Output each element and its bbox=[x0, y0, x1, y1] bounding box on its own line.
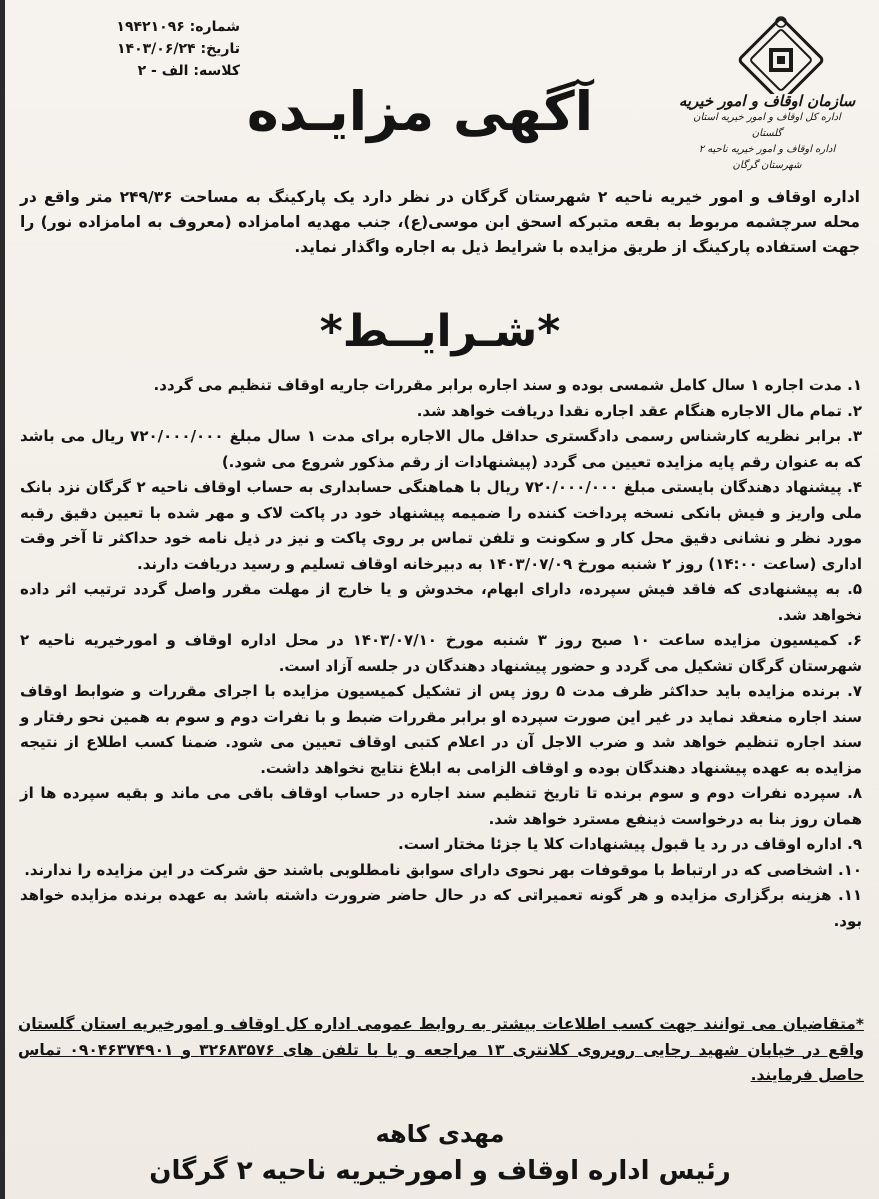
list-item: ۸. سپرده نفرات دوم و سوم برنده تا تاریخ تنظیم سند اجاره در حساب اوقاف باقی می ماند و بقیه سپرده ها از همان روز بنا به درخواست ذینفع مسترد خواهد شد. bbox=[20, 784, 862, 828]
left-border bbox=[0, 0, 5, 1199]
list-item: ۲. تمام مال الاجاره هنگام عقد اجاره نقدا دریافت خواهد شد. bbox=[416, 401, 862, 420]
list-item: ۱. مدت اجاره ۱ سال کامل شمسی بوده و سند اجاره برابر مقررات جاریه اوقاف تنظیم می گردد. bbox=[153, 376, 862, 394]
organization-name: سازمان اوقاف و امور خیریه bbox=[678, 92, 856, 110]
signatory-name: مهدی کاهه bbox=[375, 1120, 505, 1148]
list-item: ۱۱. هزینه برگزاری مزایده و هر گونه تعمیراتی که در حال حاضر ضرورت داشته باشد به عهده برنده مزایده خواهد بود. bbox=[20, 886, 862, 930]
list-item: ۶. کمیسیون مزایده ساعت ۱۰ صبح روز ۳ شنبه مورخ ۱۴۰۳/۰۷/۱۰ در محل اداره اوقاف و امورخیریه ناحیه ۲ شهرستان گرگان تشکیل می گردد و حضور پیشنهاد دهندگان در جلسه آزاد است. bbox=[20, 631, 862, 675]
reference-number: شماره: ۱۹۴۲۱۰۹۶ bbox=[116, 19, 240, 35]
reference-class: کلاسه: الف - ۲ bbox=[137, 63, 240, 79]
organization-sub2: اداره اوقاف و امور خیریه ناحیه ۲ شهرستان گرگان bbox=[698, 144, 836, 171]
list-item: ۱۰. اشخاصی که در ارتباط با موقوفات بهر نحوی دارای سوابق نامطلوبی باشند حق شرکت در این مزایده را ندارند. bbox=[24, 860, 862, 879]
intro-paragraph: اداره اوقاف و امور خیریه ناحیه ۲ شهرستان گرگان در نظر دارد یک پارکینگ به مساحت ۲۴۹/۳۶ متر واقع در محله سرچشمه مربوط به بقعه متبرکه اسحق ابن موسی(ع)، جنب مهدیه امامزاده (معروف به امامزاده نور) را جهت استفاده پارکینگ از طریق مزایده با شرایط ذیل به اجاره واگذار نماید. bbox=[20, 188, 860, 256]
contact-paragraph: *متقاضیان می توانند جهت کسب اطلاعات بیشتر به روابط عمومی اداره کل اوقاف و امورخیریه استان گلستان واقع در خیابان شهید رجایی روبروی کلانتری ۱۳ مراجعه و یا با تلفن های ۳۲۶۸۳۵۷۶ و ۰۹۰۴۶۳۷۴۹۰۱ تماس حاصل فرمایند. bbox=[18, 1015, 864, 1084]
conditions-list bbox=[20, 373, 862, 934]
list-item: ۴. پیشنهاد دهندگان بایستی مبلغ ۷۲۰/۰۰۰/۰۰۰ ریال با هماهنگی حسابداری به حساب اوقاف ناحیه ۲ گرگان نزد بانک ملی واریز و فیش بانکی نسخه پرداخت کننده را ضمیمه پیشنهاد خود در پاکت لاک و مهر شده با تعیین دقیق رقبه مورد نظر و نشانی دقیق محل کار و سکونت و تلفن تماس بر روی پاکت و نیز در ذیل نامه خود حداکثر تا آخر وقت اداری (ساعت ۱۴:۰۰) روز ۲ شنبه مورخ ۱۴۰۳/۰۷/۰۹ به دبیرخانه اوقاف تسلیم و رسید دریافت دارند. bbox=[20, 478, 863, 573]
conditions-heading: *شـرایــط* bbox=[319, 306, 561, 357]
organization-block bbox=[677, 92, 857, 174]
signatory-title: رئیس اداره اوقاف و امورخیریه ناحیه ۲ گرگان bbox=[149, 1156, 731, 1186]
list-item: ۵. به پیشنهادی که فاقد فیش سپرده، دارای ابهام، مخدوش و یا خارج از مهلت مقرر واصل گردد ترتیب اثر داده نخواهد شد. bbox=[20, 580, 862, 624]
list-item: ۳. برابر نظریه کارشناس رسمی دادگستری حداقل مال الاجاره برای مدت ۱ سال مبلغ ۷۲۰/۰۰۰/۰۰۰ ریال می باشد که به عنوان رقم پایه مزایده تعیین می گردد (پیشنهادات از رقم مذکور شروع می شود.) bbox=[20, 427, 862, 471]
list-item: ۷. برنده مزایده باید حداکثر ظرف مدت ۵ روز پس از تشکیل کمیسیون مزایده با اجرای مقررات و ضوابط اوقاف سند اجاره منعقد نماید در غیر این صورت سپرده او برابر مقررات ضبط و با نفرات دوم و سوم به همین نحو رفتار و سند اجاره تنظیم خواهد شد و ضرب الاجل آن در اعلام کتبی اوقاف تعیین می شود. ضمنا کسب اطلاع از نتیجه مزایده به عهده پیشنهاد دهندگان بوده و اوقاف الزامی به ابلاغ نتایج نخواهد داشت. bbox=[20, 682, 863, 777]
organization-sub1: اداره کل اوقاف و امور خیریه استان گلستان bbox=[693, 112, 841, 139]
awqaf-emblem-icon bbox=[738, 14, 824, 94]
reference-block bbox=[40, 16, 240, 82]
reference-date: تاریخ: ۱۴۰۳/۰۶/۲۴ bbox=[117, 41, 240, 57]
page-title: آگهی مزایـده bbox=[246, 80, 594, 143]
list-item: ۹. اداره اوقاف در رد یا قبول پیشنهادات کلا یا جزئا مختار است. bbox=[398, 835, 862, 853]
